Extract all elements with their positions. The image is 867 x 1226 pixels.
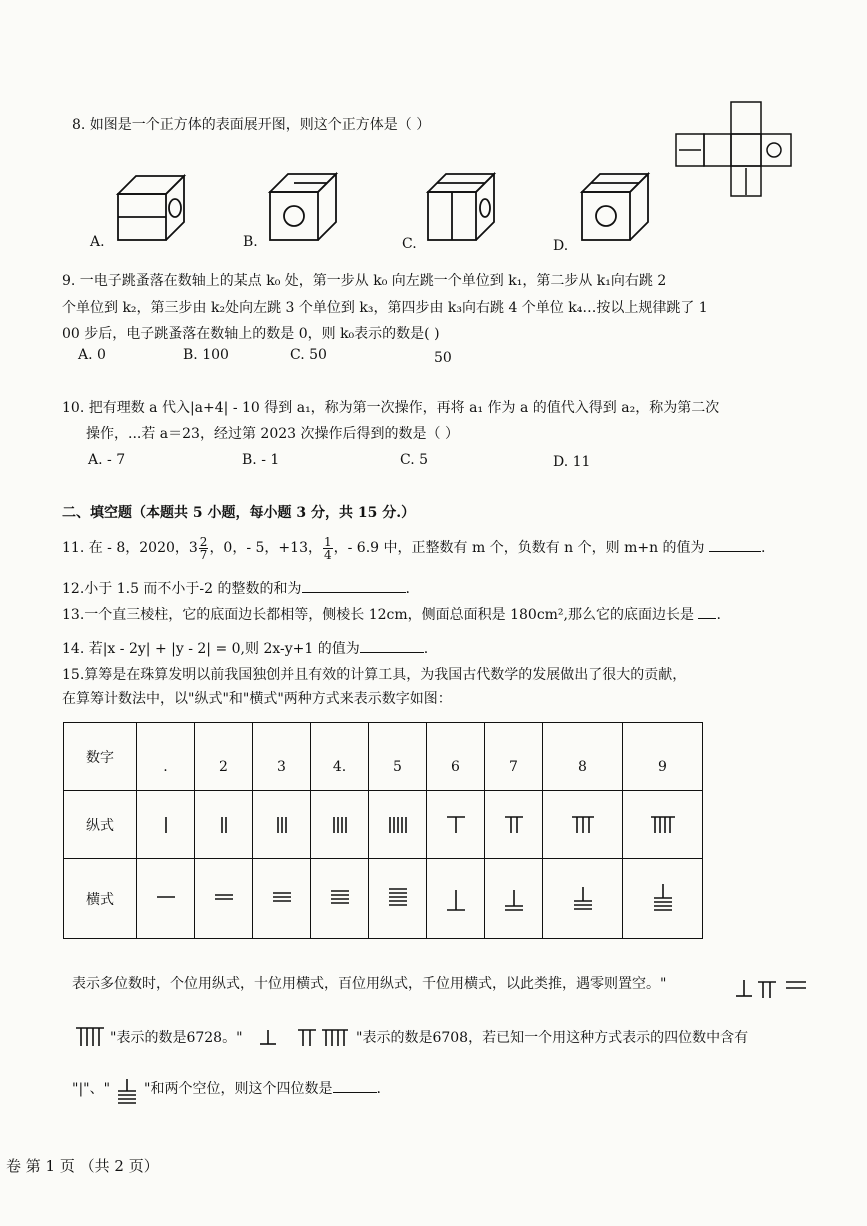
q11-fraction-1: $\frac{2}{7}$ xyxy=(199,534,208,562)
horizontal-rod-5 xyxy=(369,859,427,939)
q14-text: 14. 若|x - 2y| + |y - 2| = 0,则 2x-y+1 的值为 xyxy=(62,641,360,657)
rod-numeral-table xyxy=(63,722,703,939)
q8-stem: 8. 如图是一个正方体的表面展开图，则这个正方体是（ ） xyxy=(72,117,431,133)
q11-pre: 11. 在 - 8，2020，3 xyxy=(62,540,198,556)
q8-option-c-label: C. xyxy=(402,236,417,252)
digit-cell: 2 xyxy=(195,723,253,791)
digit-cell: 4. xyxy=(311,723,369,791)
q15-para3a: "|"、" xyxy=(72,1081,111,1097)
row-label-horizontal: 横式 xyxy=(64,859,137,939)
q12-answer-blank[interactable] xyxy=(302,578,406,593)
q13-text: 13.一个直三棱柱，它的底面边长都相等，侧棱长 12cm，侧面总面积是 180cm²,那么它的底面边长是 xyxy=(62,607,694,623)
digit-cell: 9 xyxy=(623,723,703,791)
q8-option-a-label: A. xyxy=(90,234,105,250)
q9-option-b[interactable]: B. 100 xyxy=(183,347,229,363)
digit-cell: 3 xyxy=(253,723,311,791)
digit-cell: 8 xyxy=(543,723,623,791)
row-label-digits: 数字 xyxy=(64,723,137,791)
q9-option-a[interactable]: A. 0 xyxy=(78,347,106,363)
rod-example-6728-top-icon xyxy=(734,976,808,1002)
cube-option-b-icon[interactable] xyxy=(266,170,341,244)
horizontal-rod-8 xyxy=(543,859,623,939)
q13-answer-blank[interactable] xyxy=(698,604,716,619)
q11: 11. 在 - 8，2020，3 $\frac{2}{7}$ ，0，- 5，+13， $\frac{1}{4}$ ，- 6.9 中，正整数有 m 个，负数有 n 个，则 m+n 的值为 . xyxy=(62,534,766,562)
horizontal-rod-3 xyxy=(253,859,311,939)
horizontal-rod-2 xyxy=(195,859,253,939)
q10-line1: 10. 把有理数 a 代入|a+4| - 10 得到 a₁，称为第一次操作，再将 a₁ 作为 a 的值代入得到 a₂，称为第二次 xyxy=(62,400,720,416)
q15-para3: "|"、" "和两个空位，则这个四位数是 . xyxy=(72,1073,381,1105)
horizontal-rod-9 xyxy=(623,859,703,939)
cube-option-a-icon[interactable] xyxy=(114,172,189,244)
q10-line2: 操作，...若 a＝23，经过第 2023 次操作后得到的数是（ ） xyxy=(86,426,459,442)
rod-example-6728-bottom-icon xyxy=(74,1024,108,1048)
digit-cell: 6 xyxy=(427,723,485,791)
vertical-rod-2 xyxy=(195,791,253,859)
q9-option-c[interactable]: C. 50 xyxy=(290,347,327,363)
row-label-vertical: 纵式 xyxy=(64,791,137,859)
q15-para2b: "表示的数是6708，若已知一个用这种方式表示的四位数中含有 xyxy=(356,1030,749,1046)
q11-fraction-2: $\frac{1}{4}$ xyxy=(323,534,332,562)
q14: 14. 若|x - 2y| + |y - 2| = 0,则 2x-y+1 的值为 . xyxy=(62,638,428,660)
rod-nine-horizontal-icon xyxy=(116,1073,138,1105)
q11-answer-blank[interactable] xyxy=(709,537,761,552)
cube-net-figure xyxy=(676,102,796,198)
q9-line3: 00 步后，电子跳蚤落在数轴上的数是 0，则 k₀表示的数是( ) xyxy=(62,326,440,342)
q10-option-c[interactable]: C. 5 xyxy=(400,452,429,468)
cube-option-c-icon[interactable] xyxy=(424,170,499,244)
digit-cell: 5 xyxy=(369,723,427,791)
q15-para1: 表示多位数时，个位用纵式，十位用横式，百位用纵式，千位用横式，以此类推，遇零则置空。" xyxy=(72,976,667,992)
vertical-rod-5 xyxy=(369,791,427,859)
section-2-title: 二、填空题（本题共 5 小题，每小题 3 分，共 15 分.） xyxy=(62,505,416,521)
vertical-rod-4 xyxy=(311,791,369,859)
horizontal-rod-6 xyxy=(427,859,485,939)
vertical-rod-3 xyxy=(253,791,311,859)
vertical-rod-7 xyxy=(485,791,543,859)
q12-text: 12.小于 1.5 而不小于-2 的整数的和为 xyxy=(62,581,302,597)
q11-post: ，- 6.9 中，正整数有 m 个，负数有 n 个，则 m+n 的值为 xyxy=(333,540,705,556)
rod-example-6708-icon xyxy=(258,1024,354,1048)
q8-option-d-label: D. xyxy=(553,238,569,254)
page-footer: 卷 第 1 页 （共 2 页） xyxy=(6,1157,159,1175)
digit-cell: . xyxy=(137,723,195,791)
horizontal-rod-4 xyxy=(311,859,369,939)
q15-para2a: "表示的数是6728。" xyxy=(110,1030,243,1046)
vertical-rod-6 xyxy=(427,791,485,859)
q10-option-d[interactable]: D. 11 xyxy=(553,454,591,470)
horizontal-rod-1 xyxy=(137,859,195,939)
digit-cell: 7 xyxy=(485,723,543,791)
q13: 13.一个直三棱柱，它的底面边长都相等，侧棱长 12cm，侧面总面积是 180cm²,那么它的底面边长是 . xyxy=(62,604,721,626)
q8-option-b-label: B. xyxy=(243,234,258,250)
q11-mid: ，0，- 5，+13， xyxy=(209,540,322,556)
q10-option-a[interactable]: A. - 7 xyxy=(88,452,126,468)
vertical-rod-8 xyxy=(543,791,623,859)
cube-option-d-icon[interactable] xyxy=(578,170,653,246)
q15-answer-blank[interactable] xyxy=(333,1078,377,1093)
q9-option-d[interactable]: 50 xyxy=(434,350,452,366)
q15-para3b: "和两个空位，则这个四位数是 xyxy=(144,1081,333,1097)
q9-line1: 9. 一电子跳蚤落在数轴上的某点 k₀ 处，第一步从 k₀ 向左跳一个单位到 k₁，第二步从 k₁向右跳 2 xyxy=(62,273,667,289)
q9-line2: 个单位到 k₂，第三步由 k₂处向左跳 3 个单位到 k₃，第四步由 k₃向右跳 4 个单位 k₄…按以上规律跳了 1 xyxy=(62,300,708,316)
vertical-rod-9 xyxy=(623,791,703,859)
q15-line2: 在算筹计数法中，以"纵式"和"横式"两种方式来表示数字如图： xyxy=(62,691,452,707)
q14-answer-blank[interactable] xyxy=(360,638,424,653)
vertical-rod-1 xyxy=(137,791,195,859)
horizontal-rod-7 xyxy=(485,859,543,939)
q10-option-b[interactable]: B. - 1 xyxy=(242,452,280,468)
q15-line1: 15.算筹是在珠算发明以前我国独创并且有效的计算工具，为我国古代数学的发展做出了很大的贡献， xyxy=(62,667,687,683)
q12: 12.小于 1.5 而不小于-2 的整数的和为 . xyxy=(62,578,410,600)
